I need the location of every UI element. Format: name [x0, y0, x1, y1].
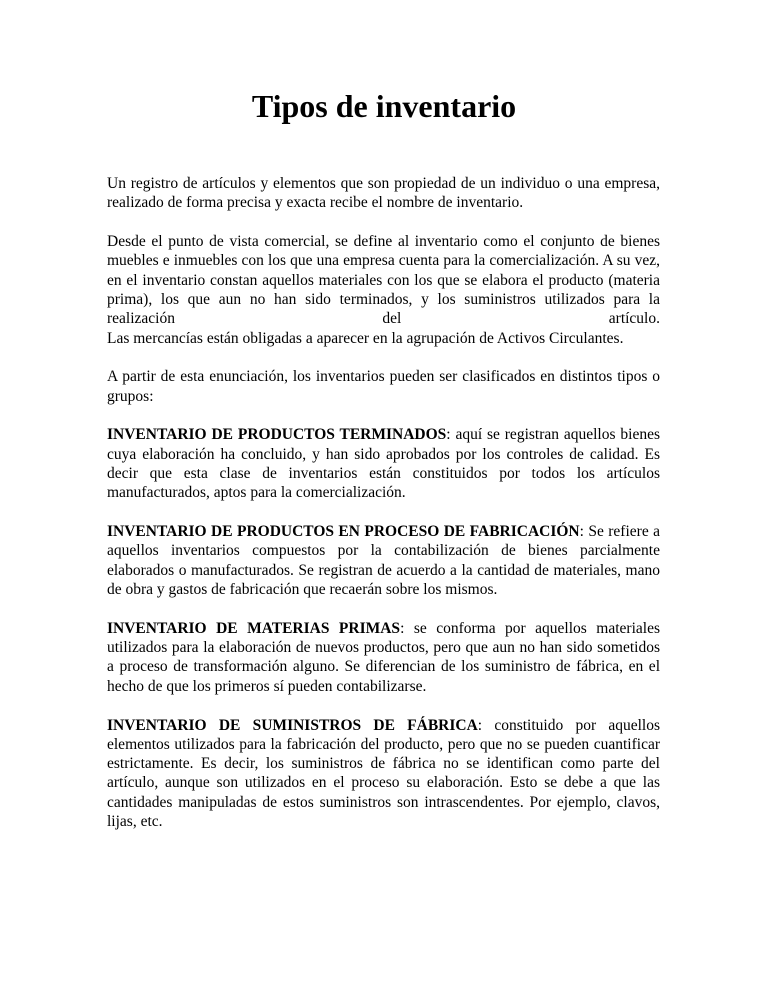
- inventory-type-description: : aquí se registran aquellos bienes cuya elaboración ha concluido, y han sido aprobados por los controles de calidad. Es decir que esta clase de inventarios están constituidos por todos los artículos manufacturados, aptos para la comercialización.: [107, 426, 660, 502]
- inventory-type-work-in-process: [107, 522, 660, 599]
- document-body: [107, 174, 660, 851]
- paragraph-intro: Un registro de artículos y elementos que son propiedad de un individuo o una empresa, realizado de forma precisa y exacta recibe el nombre de inventario.: [107, 175, 660, 212]
- paragraph-commercial-second: Las mercancías están obligadas a aparecer en la agrupación de Activos Circulantes.: [107, 329, 624, 347]
- inventory-type-finished-products: [107, 425, 660, 502]
- inventory-type-term: INVENTARIO DE PRODUCTOS TERMINADOS: [107, 426, 447, 444]
- paragraph-commercial-definition: [107, 232, 660, 348]
- paragraph-commercial-main: Desde el punto de vista comercial, se define al inventario como el conjunto de bienes muebles e inmuebles con los que una empresa cuenta para la comercialización. A su vez, en el inventario constan aquellos materiales con los que se elabora el producto (materia prima), los que aun no han sido terminados, y los suministros utilizados para la realización del artículo.: [107, 233, 660, 328]
- inventory-type-raw-materials: [107, 619, 660, 696]
- inventory-type-term: INVENTARIO DE MATERIAS PRIMAS: [107, 619, 401, 637]
- page-title: Tipos de inventario: [251, 88, 517, 124]
- inventory-type-description: : constituido por aquellos elementos utilizados para la fabricación del producto, pero que no se pueden cuantificar estrictamente. Es decir, los suministros de fábrica no se identifican como parte del artículo, aunque son utilizados en el proceso su elaboración. Esto se debe a que las cantidades manipuladas de estos suministros son intrascendentes. Por ejemplo, clavos, lijas, etc.: [107, 716, 661, 831]
- inventory-type-factory-supplies: [107, 716, 660, 832]
- paragraph-classification: A partir de esta enunciación, los inventarios pueden ser clasificados en distintos tipos o grupos:: [107, 368, 660, 405]
- inventory-type-term: INVENTARIO DE PRODUCTOS EN PROCESO DE FABRICACIÓN: [107, 523, 580, 541]
- inventory-type-description: : Se refiere a aquellos inventarios compuestos por la contabilización de bienes parcialmente elaborados o manufacturados. Se registran de acuerdo a la cantidad de materiales, mano de obra y gastos de fabricación que recaerán sobre los mismos.: [107, 523, 660, 599]
- inventory-type-term: INVENTARIO DE SUMINISTROS DE FÁBRICA: [107, 716, 478, 734]
- inventory-type-description: : se conforma por aquellos materiales utilizados para la elaboración de nuevos productos, pero que aun no han sido sometidos a proceso de transformación alguno. Se diferencian de los suministro de fábrica, en el hecho de que los primeros sí pueden contabilizarse.: [107, 619, 660, 695]
